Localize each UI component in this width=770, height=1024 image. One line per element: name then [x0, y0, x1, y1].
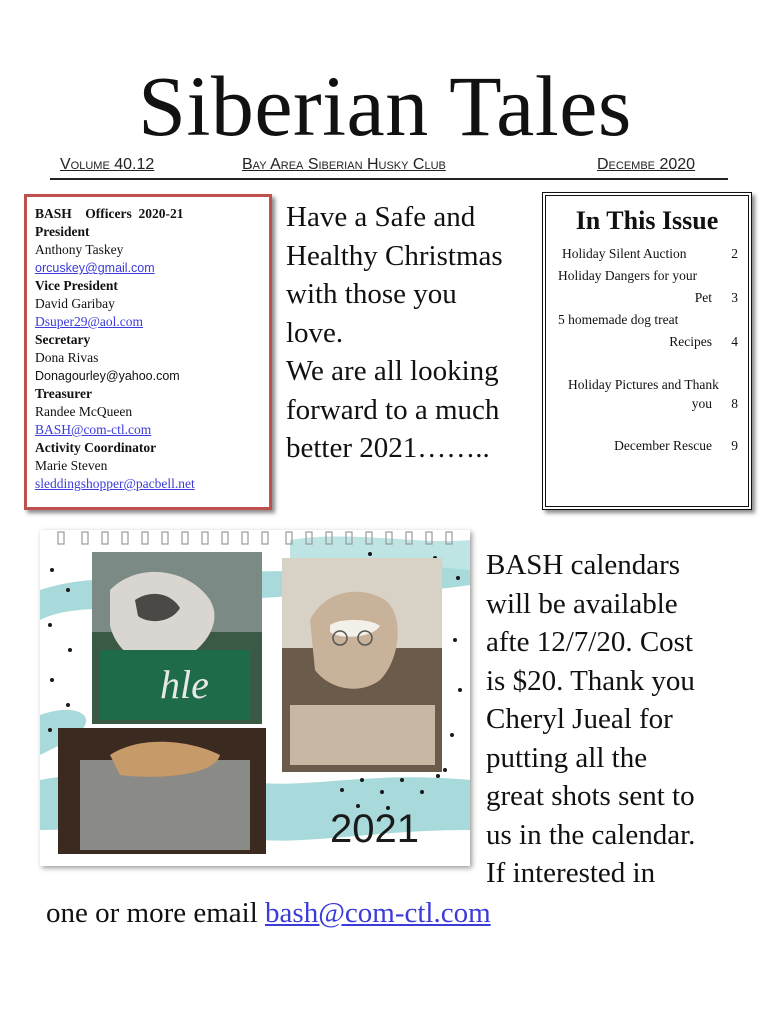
- toc-item-page: 9: [731, 438, 738, 453]
- toc-item-page: 3: [731, 290, 738, 305]
- greeting-line: love.: [286, 316, 344, 349]
- issue-date: Decembe 2020: [597, 156, 696, 173]
- greeting-line: better 2021……..: [286, 432, 490, 464]
- email-line: [46, 894, 746, 932]
- officer-role: Activity Coordinator: [35, 440, 157, 455]
- svg-text:hle: hle: [160, 662, 209, 707]
- toc-item-label: Recipes: [669, 334, 712, 349]
- announcement-line: afte 12/7/20. Cost: [486, 626, 694, 658]
- officer-email-link[interactable]: BASH@com-ctl.com: [35, 422, 152, 437]
- announcement-line: is $20. Thank you: [486, 664, 695, 697]
- toc-item-page: 2: [731, 246, 738, 261]
- toc-item-label: 5 homemade dog treat: [558, 312, 679, 327]
- officer-email-link[interactable]: orcuskey@gmail.com: [35, 261, 155, 275]
- holiday-greeting: [286, 198, 538, 468]
- calendar-email-link[interactable]: bash@com-ctl.com: [265, 897, 491, 929]
- officer-name: David Garibay: [35, 296, 115, 311]
- toc-item-label: December Rescue: [614, 438, 712, 453]
- officer-name: Dona Rivas: [35, 350, 99, 365]
- club-name: Bay Area Siberian Husky Club: [242, 156, 446, 173]
- officer-role: President: [35, 224, 90, 239]
- announcement-line: great shots sent to: [486, 780, 695, 812]
- email-prompt-text: one or more email: [46, 897, 266, 929]
- announcement-line: will be available: [486, 587, 678, 620]
- greeting-line: with those you: [286, 278, 457, 310]
- calendar-illustration: [40, 530, 470, 866]
- announcement-line: putting all the: [486, 741, 648, 774]
- officer-name: Marie Steven: [35, 458, 108, 473]
- greeting-line: Healthy Christmas: [286, 239, 503, 272]
- toc-item-label: Holiday Pictures and Thank: [568, 377, 719, 392]
- greeting-line: forward to a much: [286, 393, 500, 426]
- officers-box: [24, 194, 272, 510]
- calendar-year: 2021: [330, 807, 419, 851]
- announcement-line: us in the calendar.: [486, 818, 696, 851]
- toc-item-label: Pet: [694, 290, 712, 305]
- announcement-line: Cheryl Jueal for: [486, 703, 673, 735]
- toc-item-label: you: [691, 396, 712, 411]
- toc-item-label: Holiday Dangers for your: [558, 268, 698, 283]
- announcement-line: If interested in: [486, 857, 656, 889]
- toc-item-page: 4: [731, 334, 738, 349]
- masthead-rule: [50, 178, 728, 180]
- toc-item-label: Holiday Silent Auction: [562, 246, 687, 261]
- greeting-line: Have a Safe and: [286, 201, 476, 233]
- officer-role: Treasurer: [35, 386, 92, 401]
- officer-role: Vice President: [35, 278, 118, 293]
- calendar-image: [40, 530, 470, 866]
- officer-email: Donagourley@yahoo.com: [35, 369, 180, 383]
- newsletter-title: Siberian Tales: [138, 58, 632, 154]
- volume-label: Volume 40.12: [60, 156, 155, 173]
- in-this-issue-title: In This Issue: [575, 206, 719, 235]
- officer-email-link[interactable]: Dsuper29@aol.com: [35, 314, 144, 329]
- toc-item-page: 8: [731, 396, 738, 411]
- officer-name: Randee McQueen: [35, 404, 133, 419]
- officer-email-link[interactable]: sleddingshopper@pacbell.net: [35, 476, 195, 491]
- officer-name: Anthony Taskey: [35, 242, 124, 257]
- greeting-line: We are all looking: [286, 355, 499, 387]
- calendar-announcement: [486, 546, 756, 893]
- in-this-issue-box: [542, 192, 752, 510]
- officers-heading: BASH Officers 2020-21: [35, 206, 184, 221]
- announcement-line: BASH calendars: [486, 549, 681, 581]
- officer-role: Secretary: [35, 332, 91, 347]
